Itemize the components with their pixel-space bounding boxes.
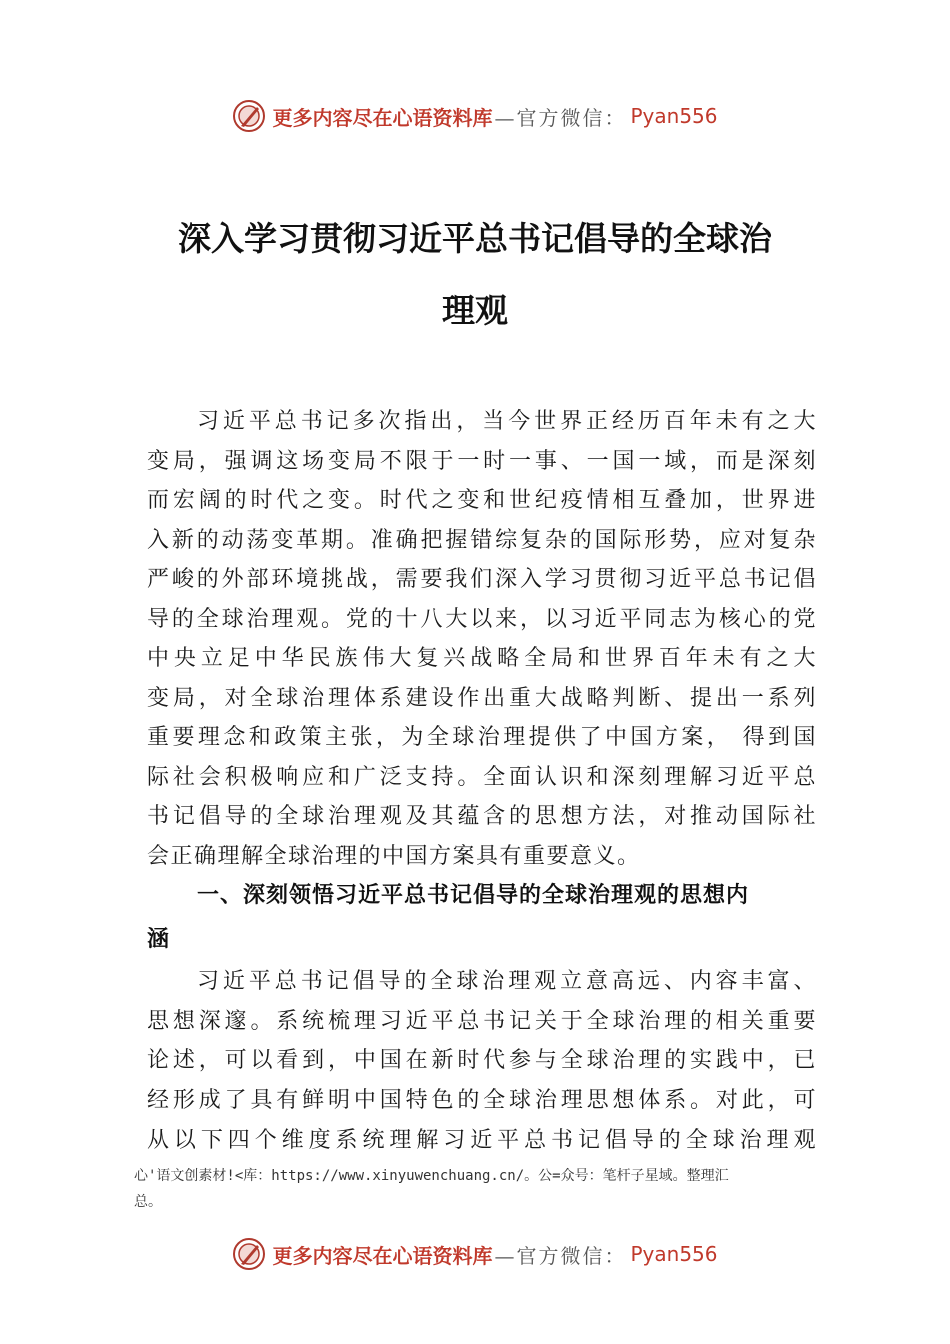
- section-1-heading-line: 涵: [147, 927, 171, 952]
- paragraph-1-line: 入新的动荡变革期。准确把握错综复杂的国际形势，应对复杂: [147, 528, 817, 553]
- paragraph-1-line: 重要理念和政策主张，为全球治理提供了中国方案， 得到国: [147, 725, 817, 750]
- paragraph-1-line: 中央立足中华民族伟大复兴战略全局和世界百年未有之大: [147, 646, 817, 671]
- paragraph-2-line: 从以下四个维度系统理解习近平总书记倡导的全球治理观: [147, 1128, 817, 1153]
- paragraph-1-line: 际社会积极响应和广泛支持。全面认识和深刻理解习近平总: [147, 765, 817, 790]
- banner-brand: 更多内容尽在心语资料库: [272, 105, 493, 130]
- footer-note-line: 总。: [134, 1194, 162, 1210]
- footer-note-line: 心'语文创素材!<库：https://www.xinyuwenchuang.cn/。公=众号：笔杆子星域。整理汇: [134, 1168, 729, 1184]
- paragraph-1-line: 变局，对全球治理体系建设作出重大战略判断、提出一系列: [147, 686, 817, 711]
- paragraph-1-line: 而宏阔的时代之变。时代之变和世纪疫情相互叠加，世界进: [147, 488, 817, 513]
- banner-official-label: —官方微信：: [494, 105, 627, 130]
- document-title-line-2: 理观: [442, 291, 508, 330]
- seal-pen-logo-icon: [232, 99, 266, 133]
- section-1-heading-line: 一、深刻领悟习近平总书记倡导的全球治理观的思想内: [197, 883, 750, 908]
- paragraph-1-line: 书记倡导的全球治理观及其蕴含的思想方法，对推动国际社: [147, 804, 817, 829]
- paragraph-1-line: 会正确理解全球治理的中国方案具有重要意义。: [147, 844, 641, 869]
- footer-banner: [0, 1234, 950, 1274]
- paragraph-2-line: 论述，可以看到，中国在新时代参与全球治理的实践中，已: [147, 1048, 817, 1073]
- paragraph-1-line: 习近平总书记多次指出，当今世界正经历百年未有之大: [197, 409, 817, 434]
- seal-pen-logo-icon: [232, 1237, 266, 1271]
- paragraph-1-line: 严峻的外部环境挑战，需要我们深入学习贯彻习近平总书记倡: [147, 567, 817, 592]
- paragraph-1-line: 导的全球治理观。党的十八大以来，以习近平同志为核心的党: [147, 607, 817, 632]
- paragraph-2-line: 思想深邃。系统梳理习近平总书记关于全球治理的相关重要: [147, 1009, 817, 1034]
- banner-official-label: —官方微信：: [494, 1243, 627, 1268]
- header-banner: [0, 96, 950, 136]
- banner-brand: 更多内容尽在心语资料库: [272, 1243, 493, 1268]
- banner-account: Pyan556: [630, 1242, 718, 1266]
- banner-account: Pyan556: [630, 104, 718, 128]
- paragraph-2-line: 经形成了具有鲜明中国特色的全球治理思想体系。对此，可: [147, 1088, 817, 1113]
- paragraph-2-line: 习近平总书记倡导的全球治理观立意高远、内容丰富、: [197, 969, 817, 994]
- paragraph-1-line: 变局，强调这场变局不限于一时一事、一国一域，而是深刻: [147, 449, 817, 474]
- document-title-line-1: 深入学习贯彻习近平总书记倡导的全球治: [178, 219, 772, 258]
